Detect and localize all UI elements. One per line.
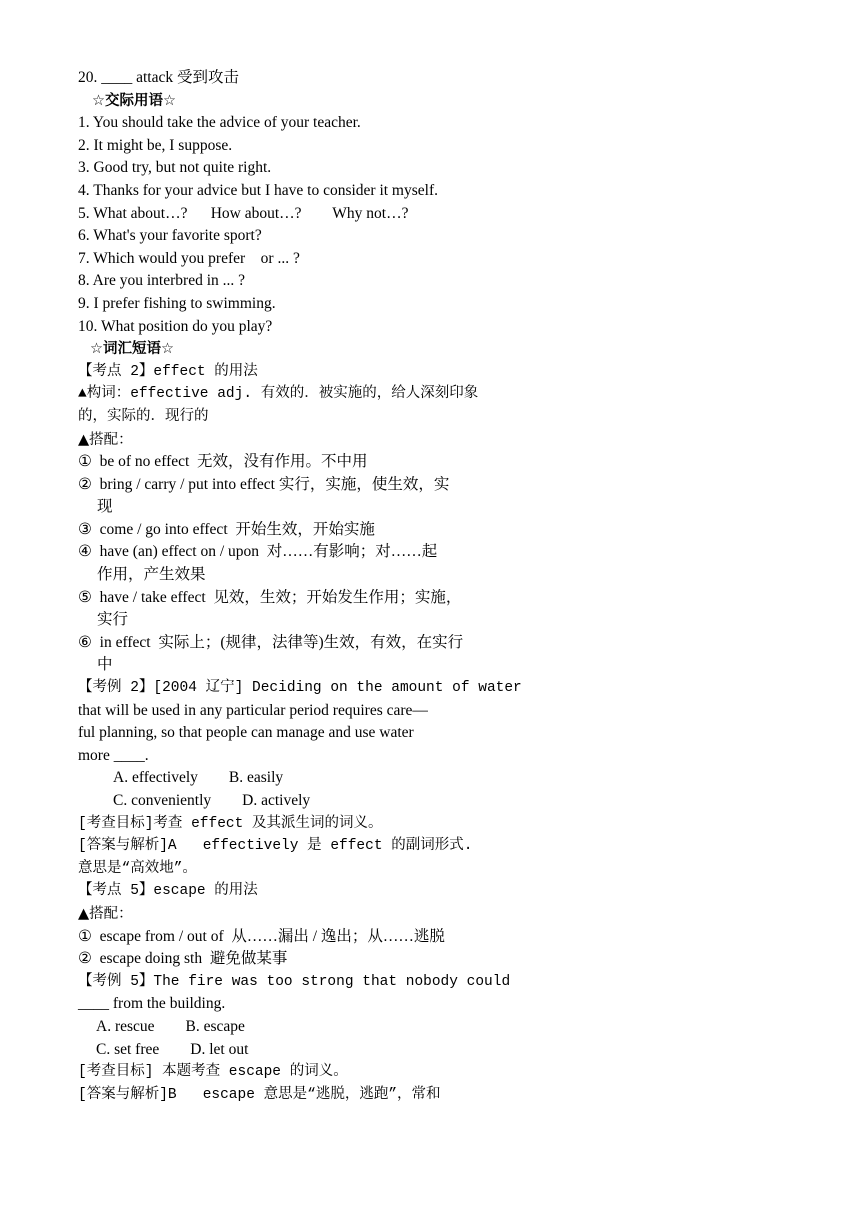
text-line: 9. I prefer fishing to swimming. xyxy=(78,294,276,312)
text-line: ▲构词：effective adj. 有效的．被实施的，给人深刻印象 xyxy=(78,386,479,403)
text-line: 【考点 2】effect 的用法 xyxy=(78,363,258,380)
text-line: ful planning, so that people can manage and use water xyxy=(78,724,414,742)
text-line: 作用，产生效果 xyxy=(97,566,206,584)
text-line: [考查目标] 本题考查 escape 的词义。 xyxy=(78,1064,348,1081)
text-line: [答案与解析]A effectively 是 effect 的副词形式. xyxy=(78,838,473,855)
text-line: ⑤ have / take effect 见效，生效；开始发生作用；实施， xyxy=(78,588,462,606)
text-line: 7. Which would you prefer or ... ? xyxy=(78,249,300,267)
text-line: ① escape from / out of 从……漏出 / 逸出；从……逃脱 xyxy=(78,927,445,945)
text-line: 10. What position do you play? xyxy=(78,317,273,335)
text-line: 现 xyxy=(97,498,113,516)
text-line: ⑥ in effect 实际上；(规律，法律等)生效，有效，在实行 xyxy=(78,633,464,651)
text-line: ① be of no effect 无效，没有作用。不中用 xyxy=(78,453,368,471)
text-line: ▲搭配： xyxy=(78,431,133,448)
text-line: 实行 xyxy=(97,611,129,629)
text-line: 【考例 2】[2004 辽宁] Deciding on the amount of water xyxy=(78,680,522,697)
text-line: A. rescue B. escape xyxy=(96,1017,245,1035)
text-line: C. set free D. let out xyxy=(96,1040,249,1058)
text-line: 20. ____ attack 受到攻击 xyxy=(78,69,240,86)
text-line: 中 xyxy=(97,656,113,674)
text-line: that will be used in any particular period requires care— xyxy=(78,701,428,719)
text-line: C. conveniently D. actively xyxy=(113,792,311,809)
document-body xyxy=(78,67,778,1106)
text-line: 8. Are you interbred in ... ? xyxy=(78,272,246,290)
text-line: 6. What's your favorite sport? xyxy=(78,227,262,245)
text-line: 的，实际的．现行的 xyxy=(78,408,209,425)
text-line: ▲搭配： xyxy=(78,905,133,922)
text-line: 4. Thanks for your advice but I have to consider it myself. xyxy=(78,181,438,199)
text-line: 意思是“高效地”。 xyxy=(78,860,197,877)
text-line: ☆交际用语☆ xyxy=(92,92,176,109)
text-line: more ____. xyxy=(78,746,149,764)
text-line: 【考例 5】The fire was too strong that nobody could xyxy=(78,973,511,990)
text-line: 【考点 5】escape 的用法 xyxy=(78,883,258,900)
text-line: A. effectively B. easily xyxy=(113,769,284,787)
text-line: [考查目标]考查 effect 及其派生词的词义。 xyxy=(78,815,383,832)
text-line: [答案与解析]B escape 意思是“逃脱，逃跑”，常和 xyxy=(78,1086,441,1103)
text-line: ② bring / carry / put into effect 实行，实施，使生效，实 xyxy=(78,475,450,493)
text-line: 3. Good try, but not quite right. xyxy=(78,159,272,177)
text-line: ④ have (an) effect on / upon 对……有影响；对……起 xyxy=(78,543,438,561)
text-line: 1. You should take the advice of your teacher. xyxy=(78,114,361,132)
text-line: ____ from the building. xyxy=(78,995,226,1013)
text-line: ☆词汇短语☆ xyxy=(90,341,174,358)
text-line: ③ come / go into effect 开始生效，开始实施 xyxy=(78,520,375,538)
text-line: 2. It might be, I suppose. xyxy=(78,136,233,154)
text-line: 5. What about…? How about…? Why not…? xyxy=(78,204,409,222)
text-line: ② escape doing sth 避免做某事 xyxy=(78,950,288,968)
